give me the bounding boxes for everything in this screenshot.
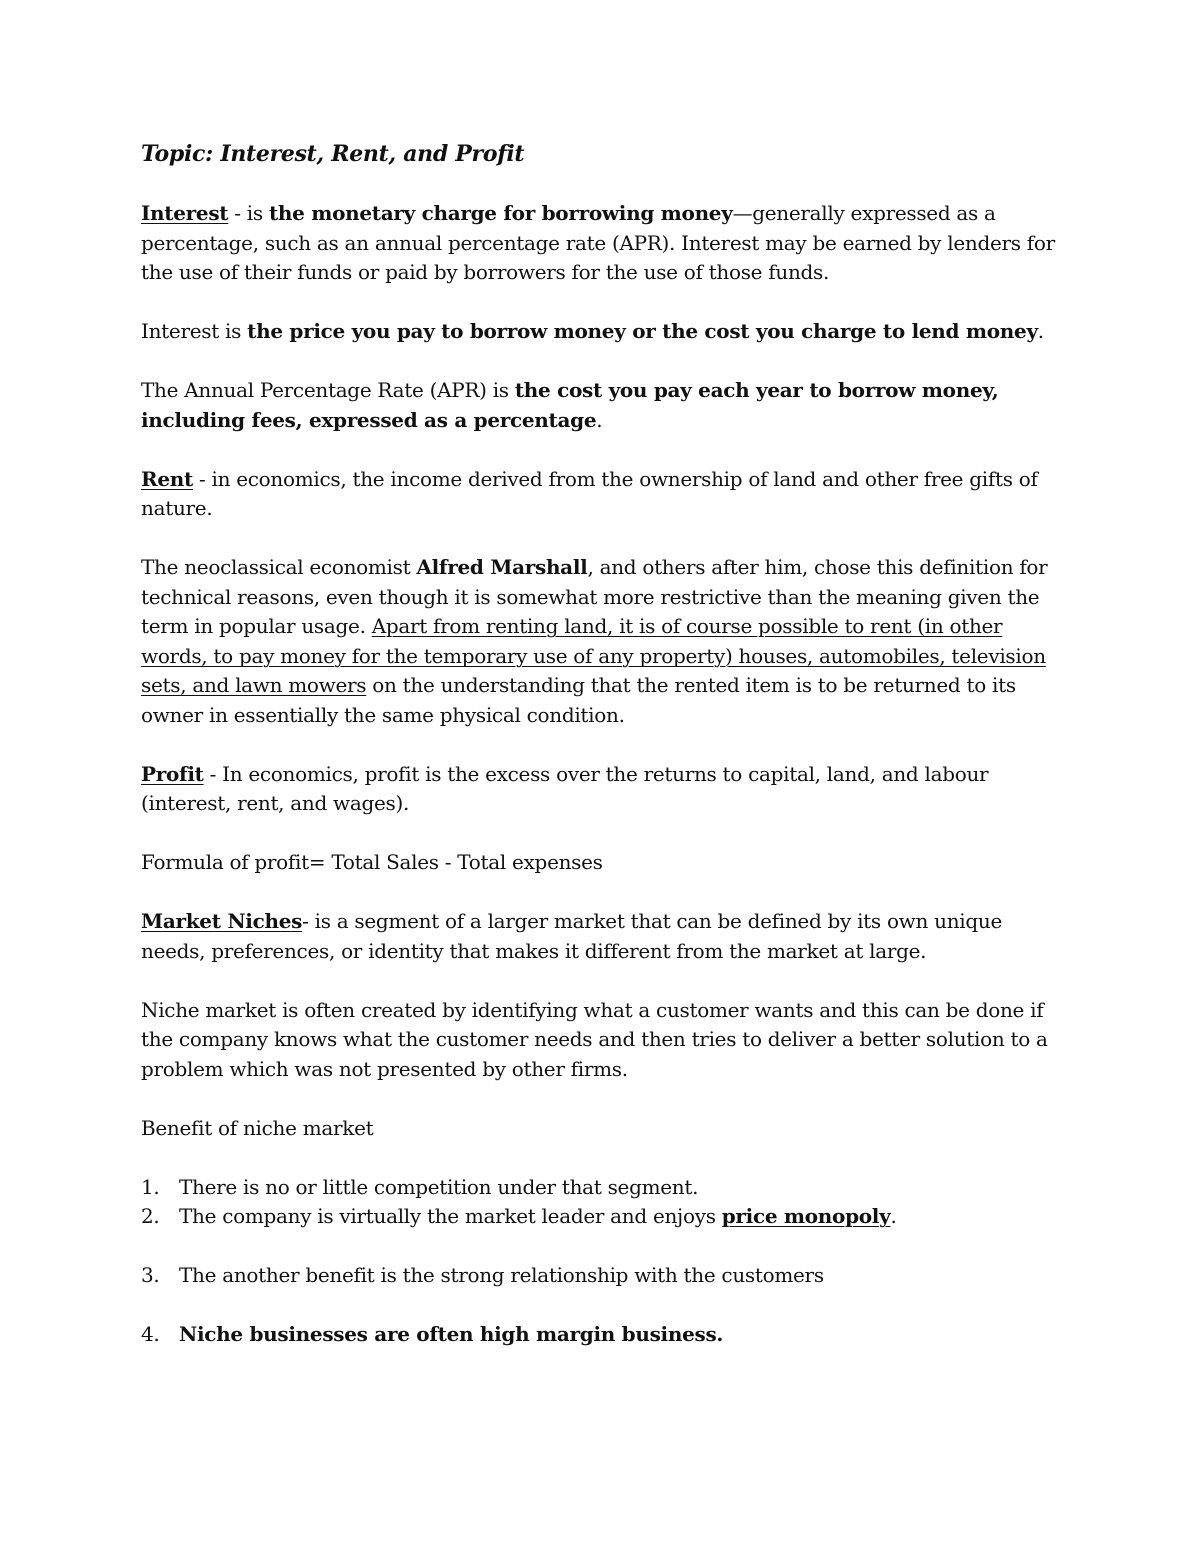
- interest-separator: - is: [228, 201, 269, 225]
- list-item-text: Niche businesses are often high margin business.: [179, 1322, 724, 1346]
- marshall-pre: The neoclassical economist: [141, 555, 417, 579]
- formula-paragraph: Formula of profit= Total Sales - Total expenses: [141, 850, 603, 874]
- marshall-paragraph: [141, 553, 1071, 730]
- interest-price-post: .: [1037, 319, 1044, 343]
- list-item-text: The another benefit is the strong relationship with the customers: [179, 1263, 824, 1287]
- marshall-underlined: Apart from renting land, it is of course possible to rent (in other words, to pay money for the temporary use of any property) houses, automobiles, television sets, and lawn mowers: [141, 614, 1046, 697]
- list-item: [141, 1320, 1071, 1350]
- interest-price-paragraph: [141, 317, 1071, 347]
- apr-bold: the cost you pay each year to borrow money, including fees, expressed as a percentage: [141, 378, 999, 432]
- apr-pre: The Annual Percentage Rate (APR) is: [141, 378, 515, 402]
- price-monopoly-term: price monopoly: [721, 1204, 891, 1228]
- list-item-number: 1.: [141, 1174, 160, 1199]
- interest-term: Interest: [141, 201, 229, 225]
- niche-created-paragraph: Niche market is often created by identifying what a customer wants and this can be done if the company knows what the customer needs and then tries to deliver a better solution to a problem which was not presented by other firms.: [141, 997, 1048, 1081]
- list-item-text: [179, 1202, 897, 1232]
- list-item: [141, 1261, 1071, 1291]
- apr-post: .: [596, 407, 603, 432]
- niches-paragraph: [141, 907, 1071, 966]
- benefits-list: [141, 1173, 1071, 1350]
- profit-term: Profit: [141, 761, 204, 786]
- page-title: Topic: Interest, Rent, and Profit: [141, 141, 525, 167]
- apr-paragraph: [141, 376, 1071, 435]
- rent-paragraph: [141, 465, 1071, 524]
- rent-definition: - in economics, the income derived from the ownership of land and other free gifts of nature.: [141, 466, 1038, 520]
- list-item-number: 2.: [141, 1204, 160, 1228]
- marshall-name: Alfred Marshall: [416, 555, 588, 579]
- list-item-text: There is no or little competition under that segment.: [179, 1174, 699, 1199]
- profit-definition: - In economics, profit is the excess over the returns to capital, land, and labour (interest, rent, and wages).: [141, 761, 989, 815]
- list-item: [141, 1202, 1071, 1232]
- list-item: [141, 1173, 1071, 1203]
- profit-paragraph: [141, 760, 1071, 819]
- list-item-number: 4.: [141, 1322, 160, 1346]
- list-item-text-pre: The company is virtually the market leader and enjoys: [179, 1204, 722, 1228]
- interest-paragraph: [141, 199, 1071, 288]
- interest-bold-definition: the monetary charge for borrowing money: [268, 201, 733, 225]
- niches-definition: - is a segment of a larger market that can be defined by its own unique needs, preferences, or identity that makes it different from the market at large.: [141, 909, 1003, 963]
- niches-term: Market Niches: [141, 909, 303, 933]
- rent-term: Rent: [141, 466, 193, 491]
- marshall-mid: , and others after him, chose this definition for technical reasons, even though it is somewhat more restrictive than the meaning given the term in popular usage.: [141, 555, 1048, 638]
- document-page: [141, 140, 1071, 1350]
- marshall-post: on the understanding that the rented item is to be returned to its owner in essentially the same physical condition.: [141, 673, 1016, 727]
- interest-price-pre: Interest is: [141, 319, 248, 343]
- interest-price-bold: the price you pay to borrow money or the cost you charge to lend money: [247, 319, 1038, 343]
- list-item-number: 3.: [141, 1263, 160, 1287]
- interest-definition-rest: —generally expressed as a percentage, such as an annual percentage rate (APR). Interest may be earned by lenders for the use of their funds or paid by borrowers for the use of those funds.: [141, 201, 1055, 284]
- benefit-heading: Benefit of niche market: [141, 1115, 374, 1140]
- list-spacer: [141, 1291, 1071, 1321]
- list-spacer: [141, 1232, 1071, 1262]
- list-item-text-post: .: [890, 1204, 897, 1228]
